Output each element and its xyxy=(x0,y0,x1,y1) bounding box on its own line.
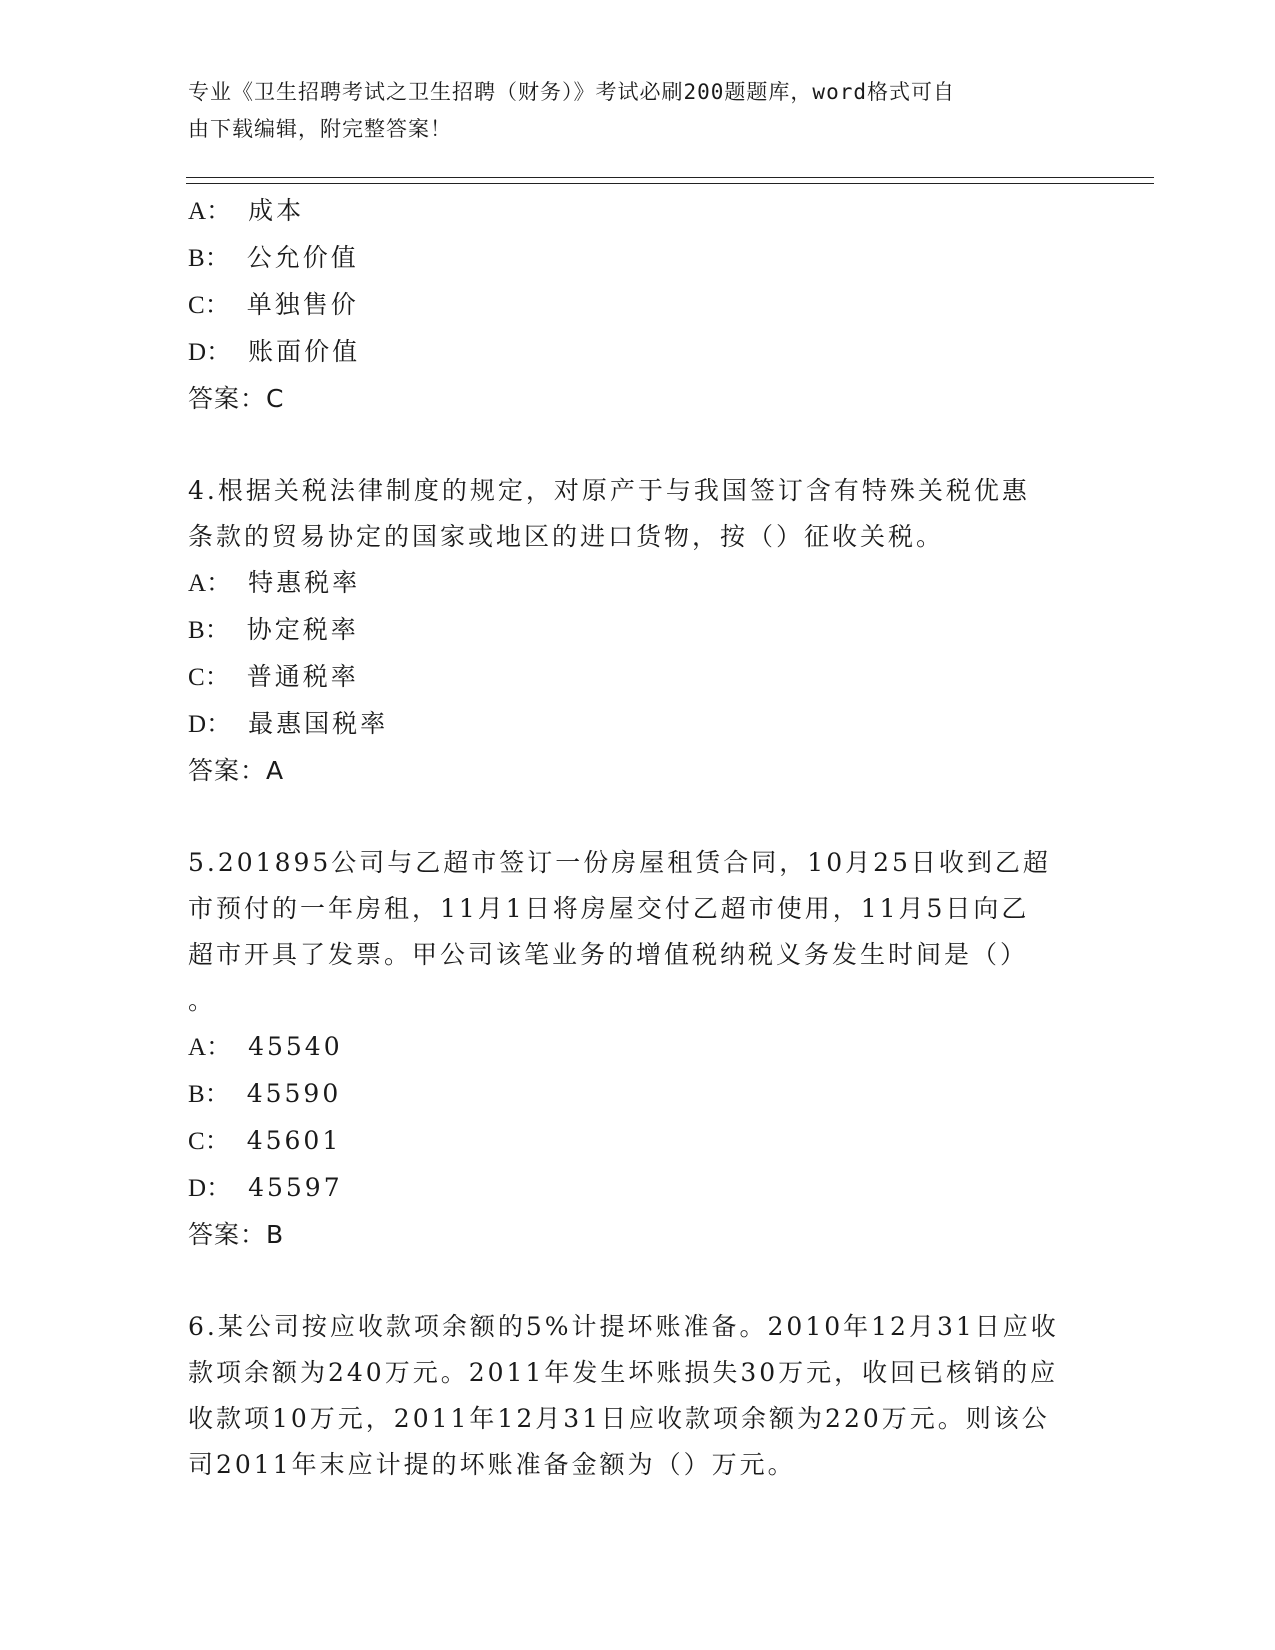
answer: 答案：B xyxy=(188,1220,285,1249)
question-line: 款项余额为240万元。2011年发生坏账损失30万元，收回已核销的应 xyxy=(188,1358,1059,1387)
option-a: A： 成本 xyxy=(188,196,305,225)
option-d: D： 45597 xyxy=(188,1173,343,1202)
option-d: D： 最惠国税率 xyxy=(188,709,389,738)
question-4 xyxy=(188,468,1088,794)
spacer xyxy=(188,422,1088,468)
question-line: 司2011年末应计提的坏账准备金额为（）万元。 xyxy=(188,1450,796,1479)
option-c: C： 45601 xyxy=(188,1126,342,1155)
header-title-line-1: 专业《卫生招聘考试之卫生招聘（财务）》考试必刷200题题库，word格式可自 xyxy=(188,80,955,104)
question-line: 。 xyxy=(188,986,217,1015)
question-line: 收款项10万元，2011年12月31日应收款项余额为220万元。则该公 xyxy=(188,1404,1050,1433)
question-text xyxy=(188,840,1078,1024)
question-6 xyxy=(188,1304,1088,1488)
question-5 xyxy=(188,840,1088,1258)
question-text xyxy=(188,1304,1078,1488)
answer: 答案：A xyxy=(188,756,285,785)
spacer xyxy=(188,1258,1088,1304)
document-header xyxy=(188,74,1068,148)
option-c: C： 普通税率 xyxy=(188,662,359,691)
question-line: 6.某公司按应收款项余额的5%计提坏账准备。2010年12月31日应收 xyxy=(188,1312,1059,1341)
header-rule-bottom xyxy=(186,183,1154,184)
option-d: D： 账面价值 xyxy=(188,337,361,366)
option-c: C： 单独售价 xyxy=(188,290,359,319)
question-line: 条款的贸易协定的国家或地区的进口货物，按（）征收关税。 xyxy=(188,522,945,551)
answer: 答案：C xyxy=(188,384,285,413)
option-a: A： 特惠税率 xyxy=(188,568,361,597)
spacer xyxy=(188,794,1088,840)
header-title-line-2: 由下载编辑，附完整答案！ xyxy=(188,117,452,141)
question-line: 4.根据关税法律制度的规定，对原产于与我国签订含有特殊关税优惠 xyxy=(188,476,1030,505)
question-list xyxy=(188,188,1088,1488)
header-rule-top xyxy=(186,177,1154,178)
question-3 xyxy=(188,188,1088,422)
question-line: 市预付的一年房租，11月1日将房屋交付乙超市使用，11月5日向乙 xyxy=(188,894,1030,923)
option-b: B： 45590 xyxy=(188,1079,342,1108)
question-line: 超市开具了发票。甲公司该笔业务的增值税纳税义务发生时间是（） xyxy=(188,940,1029,969)
question-line: 5.201895公司与乙超市签订一份房屋租赁合同，10月25日收到乙超 xyxy=(188,848,1051,877)
option-a: A： 45540 xyxy=(188,1032,343,1061)
option-b: B： 协定税率 xyxy=(188,615,359,644)
question-text xyxy=(188,468,1078,560)
option-b: B： 公允价值 xyxy=(188,243,359,272)
